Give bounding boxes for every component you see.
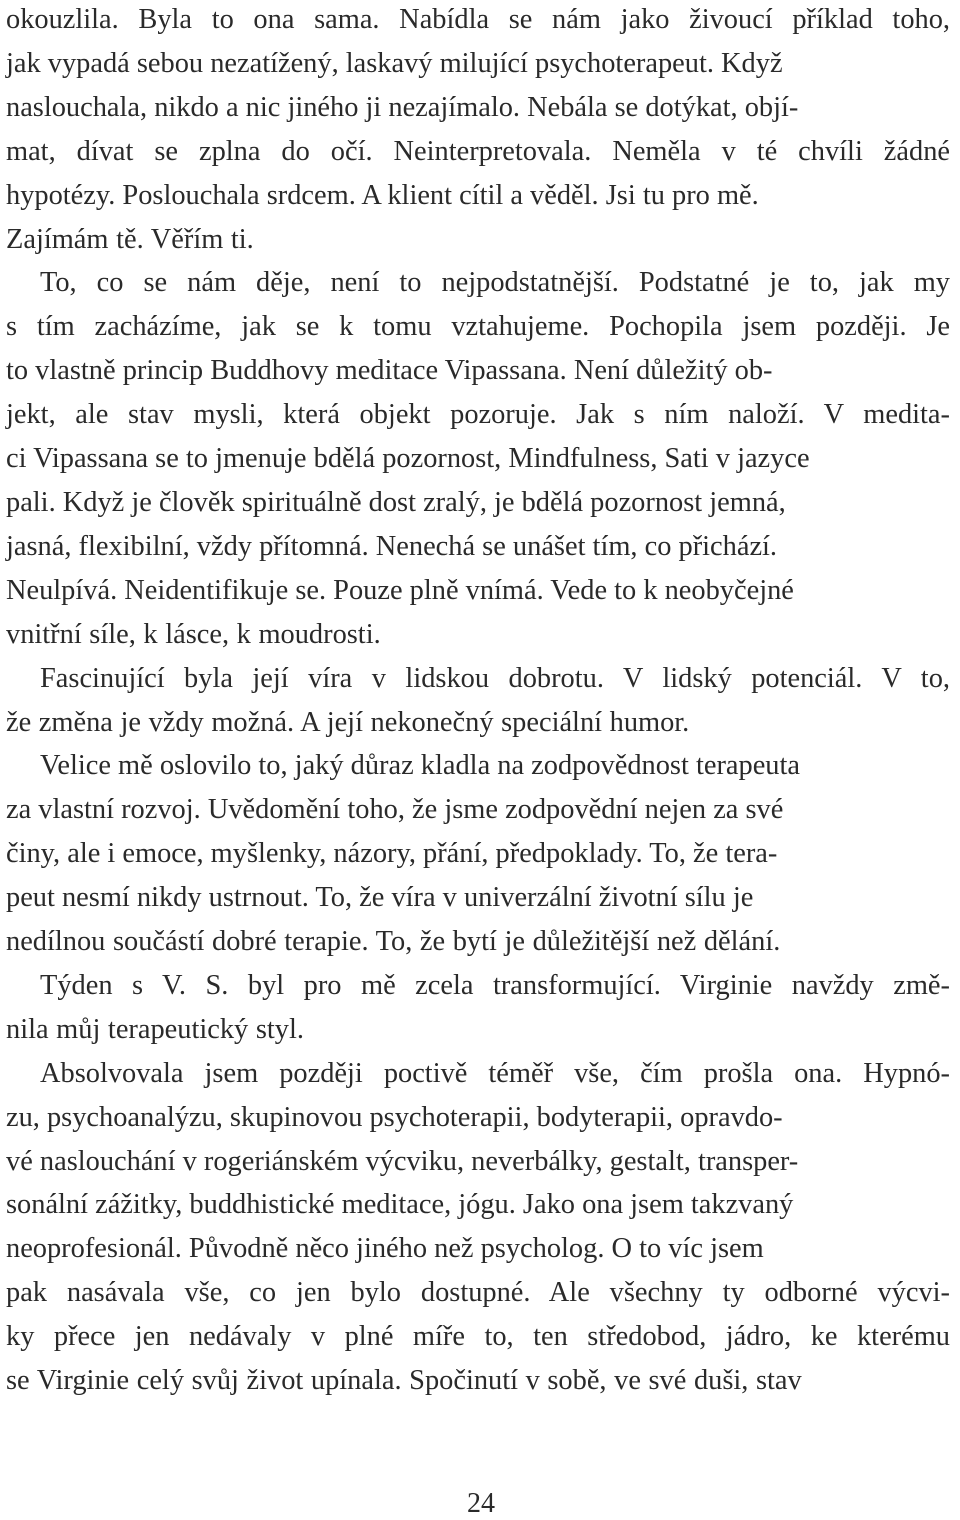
text-line: nedílnou součástí dobré terapie. To, že bytí je důležitější než dělání. [6,926,781,958]
text-line: ky přece jen nedávaly v plné míře to, ten středobod, jádro, ke kterému [6,1321,950,1353]
text-line: vé naslouchání v rogeriánském výcviku, neverbálky, gestalt, transper- [6,1145,799,1177]
text-line: to vlastně princip Buddhovy meditace Vipassana. Není důležitý ob- [6,355,773,387]
text-line: Fascinující byla její víra v lidskou dobrotu. V lidský potenciál. V to, [40,662,950,694]
text-line: pak nasávala vše, co jen bylo dostupné. Ale všechny ty odborné výcvi- [6,1277,950,1309]
text-line: nila můj terapeutický styl. [6,1013,304,1045]
text-line: hypotézy. Poslouchala srdcem. A klient cítil a věděl. Jsi tu pro mě. [6,179,759,211]
text-line: zu, psychoanalýzu, skupinovou psychoterapii, bodyterapii, opravdo- [6,1101,783,1133]
text-line: se Virginie celý svůj život upínala. Spočinutí v sobě, ve své duši, stav [6,1365,802,1397]
paragraph [6,0,956,261]
paragraph [6,261,956,656]
text-line: jasná, flexibilní, vždy přítomná. Nenechá se unášet tím, co přichází. [6,530,778,562]
text-line: Velice mě oslovilo to, jaký důraz kladla na zodpovědnost terapeuta [40,750,800,782]
text-line: To, co se nám děje, není to nejpodstatnější. Podstatné je to, jak my [40,267,950,299]
text-line: Absolvovala jsem později poctivě téměř vše, čím prošla ona. Hypnó- [40,1057,950,1089]
text-line: za vlastní rozvoj. Uvědomění toho, že jsme zodpovědní nejen za své [6,794,784,826]
text-line: že změna je vždy možná. A její nekonečný speciální humor. [6,706,690,738]
text-line: pali. Když je člověk spirituálně dost zralý, je bdělá pozornost jemná, [6,486,786,518]
body-text [6,0,956,1403]
text-line: sonální zážitky, buddhistické meditace, jógu. Jako ona jsem takzvaný [6,1189,794,1221]
text-line: mat, dívat se zplna do očí. Neinterpretovala. Neměla v té chvíli žádné [6,135,950,167]
book-page [6,0,956,1518]
text-line: činy, ale i emoce, myšlenky, názory, přání, předpoklady. To, že tera- [6,838,778,870]
text-line: okouzlila. Byla to ona sama. Nabídla se nám jako živoucí příklad toho, [6,4,950,35]
paragraph [6,1052,956,1403]
paragraph [6,744,956,964]
text-line: naslouchala, nikdo a nic jiného ji nezajímalo. Nebála se dotýkat, objí- [6,91,799,123]
text-line: jak vypadá sebou nezatížený, laskavý milující psychoterapeut. Když [6,47,783,79]
text-line: vnitřní síle, k lásce, k moudrosti. [6,618,381,650]
text-line: Zajímám tě. Věřím ti. [6,223,254,255]
text-line: neoprofesionál. Původně něco jiného než psycholog. O to víc jsem [6,1233,764,1265]
paragraph [6,657,956,745]
text-line: peut nesmí nikdy ustrnout. To, že víra v univerzální životní sílu je [6,882,754,914]
text-line: Týden s V. S. byl pro mě zcela transformující. Virginie navždy změ- [40,969,950,1001]
paragraph [6,964,956,1052]
page-number: 24 [467,1488,495,1519]
text-line: s tím zacházíme, jak se k tomu vztahujeme. Pochopila jsem později. Je [6,311,950,343]
text-line: jekt, ale stav mysli, která objekt pozoruje. Jak s ním naloží. V medita- [6,399,950,431]
text-line: ci Vipassana se to jmenuje bdělá pozornost, Mindfulness, Sati v jazyce [6,443,810,475]
text-line: Neulpívá. Neidentifikuje se. Pouze plně vnímá. Vede to k neobyčejné [6,574,794,606]
